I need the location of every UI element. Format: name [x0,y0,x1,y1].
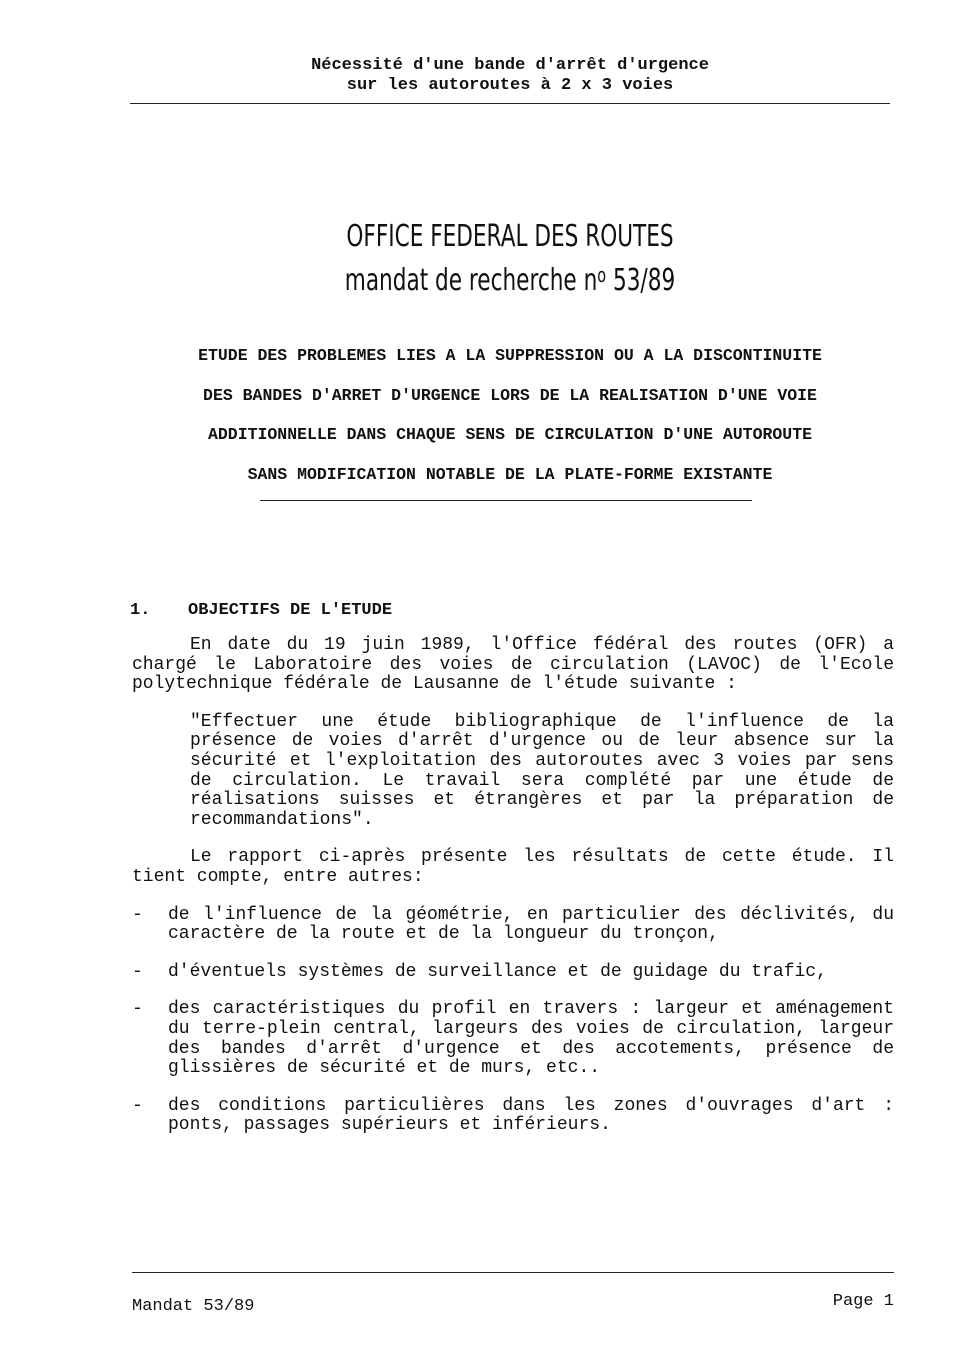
running-header-line-1: Nécessité d'une bande d'arrêt d'urgence [311,56,709,75]
list-item-text: des conditions particulières dans les zones d'ouvrages d'art : ponts, passages supérieurs et inférieurs. [168,1095,894,1136]
header-rule [130,103,890,104]
section-number: 1. [130,601,151,620]
study-title-line-1: ETUDE DES PROBLEMES LIES A LA SUPPRESSION OU A LA DISCONTINUITE [198,346,822,365]
section-heading [130,600,392,622]
list-item-text: des caractéristiques du profil en travers : largeur et aménagement du terre-plein central, largeurs des voies de circulation, largeur des bandes d'arrêt d'urgence et des accotements, présence de glissières de sécurité et de murs, etc.. [168,999,894,1079]
section-title: OBJECTIFS DE L'ETUDE [188,601,393,620]
list-item [132,906,894,945]
running-header [200,56,820,96]
study-title-line-2: DES BANDES D'ARRET D'URGENCE LORS DE LA REALISATION D'UNE VOIE [203,385,817,405]
mandate-number: 53/89 [606,263,676,298]
footer-rule [132,1272,894,1273]
page-number: Page 1 [832,1292,894,1311]
mandate-line [323,256,697,300]
bullet-dash: - [132,1095,143,1116]
list-item [132,963,894,983]
study-title-line-4: SANS MODIFICATION NOTABLE DE LA PLATE-FORME EXISTANTE [247,464,773,484]
running-header-line-2: sur les autoroutes à 2 x 3 voies [346,76,674,95]
intro-paragraph: En date du 19 juin 1989, l'Office fédéral des routes (OFR) a chargé le Laboratoire des voies de circulation (LAVOC) de l'Ecole polytechnique fédérale de Lausanne de l'étude suivante : [132,635,894,695]
report-paragraph: Le rapport ci-après présente les résultats de cette étude. Il tient compte, entre autres: [132,847,894,887]
criteria-list [132,906,894,1136]
title-rule [260,500,752,501]
list-item [132,1097,894,1136]
mandate-superscript: o [597,263,607,287]
bullet-dash: - [132,999,143,1020]
study-title [100,344,920,502]
study-title-line-3: ADDITIONNELLE DANS CHAQUE SENS DE CIRCULATION D'UNE AUTOROUTE [208,425,812,444]
footer-mandate: Mandat 53/89 [132,1297,255,1316]
bullet-dash: - [132,904,143,925]
bullet-dash: - [132,961,143,982]
list-item-text: d'éventuels systèmes de surveillance et de guidage du trafic, [168,961,827,982]
mandate-quote: "Effectuer une étude bibliographique de l'influence de la présence de voies d'arrêt d'urgence ou de leur absence sur la sécurité et l'exploitation des autoroutes avec 3 voies par sens de circulation. Le travail sera complété par une étude de réalisations suisses et étrangères et par la préparation de recommandations". [190,711,894,830]
office-title-block [250,218,770,300]
mandate-prefix: mandat de recherche n [344,263,598,298]
list-item [132,1000,894,1078]
list-item-text: de l'influence de la géométrie, en particulier des déclivités, du caractère de la route et de la longueur du tronçon, [168,904,894,945]
body-text [132,636,894,1154]
office-name: OFFICE FEDERAL DES ROUTES [346,219,674,254]
